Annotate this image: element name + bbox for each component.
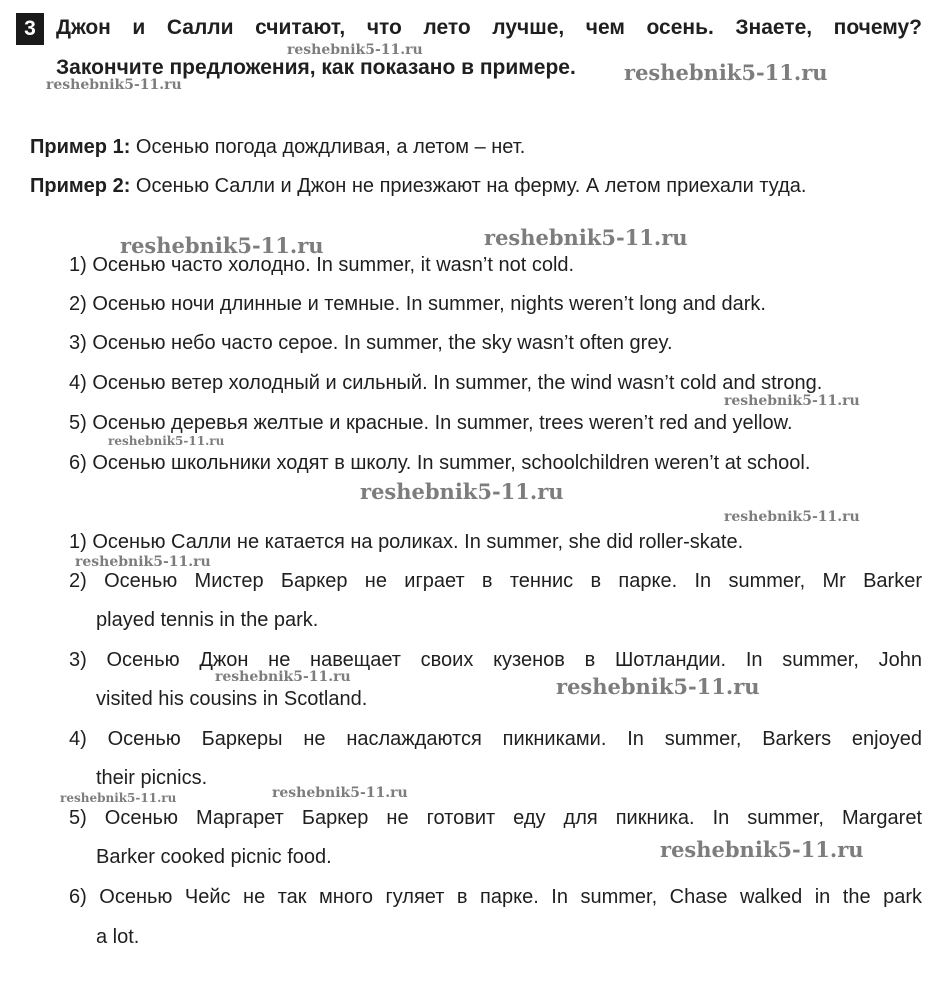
answer-a-6: 6) Осенью школьники ходят в школу. In summer, schoolchildren weren’t at school. <box>69 452 811 474</box>
example-1-text: Осенью погода дождливая, а летом – нет. <box>130 136 526 158</box>
watermark: reshebnik5-11.ru <box>46 77 182 93</box>
watermark: reshebnik5-11.ru <box>287 42 423 58</box>
example-1 <box>30 134 525 160</box>
watermark: reshebnik5-11.ru <box>215 669 351 685</box>
answer-b-4-line-2: their picnics. <box>96 767 208 789</box>
answer-a-4: 4) Осенью ветер холодный и сильный. In summer, the wind wasn’t cold and strong. <box>69 372 823 394</box>
example-2-text: Осенью Салли и Джон не приезжают на ферму. А летом приехали туда. <box>130 175 807 197</box>
watermark: reshebnik5-11.ru <box>108 434 225 448</box>
watermark: reshebnik5-11.ru <box>660 837 864 862</box>
answer-a-1: 1) Осенью часто холодно. In summer, it wasn’t not cold. <box>69 254 575 276</box>
example-2-label: Пример 2: <box>30 175 131 197</box>
answer-b-3-line-1: 3) Осенью Джон не навещает своих кузенов в Шотландии. In summer, John <box>69 649 922 671</box>
answer-a-2: 2) Осенью ночи длинные и темные. In summer, nights weren’t long and dark. <box>69 293 766 315</box>
answer-b-1: 1) Осенью Салли не катается на роликах. In summer, she did roller-skate. <box>69 531 744 553</box>
watermark: reshebnik5-11.ru <box>624 60 828 85</box>
answer-b-4-line-1: 4) Осенью Баркеры не наслаждаются пикниками. In summer, Barkers enjoyed <box>69 728 922 750</box>
answer-b-5-line-1: 5) Осенью Маргарет Баркер не готовит еду для пикника. In summer, Margaret <box>69 807 922 829</box>
answer-b-2-line-2: played tennis in the park. <box>96 609 319 631</box>
answer-b-3-line-2: visited his cousins in Scotland. <box>96 688 368 710</box>
answer-b-6-line-1: 6) Осенью Чейс не так много гуляет в парке. In summer, Chase walked in the park <box>69 886 922 908</box>
watermark: reshebnik5-11.ru <box>484 225 688 250</box>
example-2 <box>30 173 806 199</box>
example-1-label: Пример 1: <box>30 136 131 158</box>
task-instruction-line-1: Джон и Салли считают, что лето лучше, чем осень. Знаете, почему? <box>56 16 922 39</box>
watermark: reshebnik5-11.ru <box>360 479 564 504</box>
watermark: reshebnik5-11.ru <box>556 674 760 699</box>
task-number-badge: 3 <box>16 13 44 45</box>
task-instruction-line-2: Закончите предложения, как показано в примере. <box>56 56 576 79</box>
watermark: reshebnik5-11.ru <box>724 509 860 525</box>
answer-a-5: 5) Осенью деревья желтые и красные. In summer, trees weren’t red and yellow. <box>69 412 793 434</box>
answer-b-2-line-1: 2) Осенью Мистер Баркер не играет в теннис в парке. In summer, Mr Barker <box>69 570 922 592</box>
watermark: reshebnik5-11.ru <box>724 393 860 409</box>
answer-a-3: 3) Осенью небо часто серое. In summer, the sky wasn’t often grey. <box>69 332 673 354</box>
watermark: reshebnik5-11.ru <box>60 791 177 805</box>
answer-b-5-line-2: Barker cooked picnic food. <box>96 846 332 868</box>
watermark: reshebnik5-11.ru <box>272 785 408 801</box>
watermark: reshebnik5-11.ru <box>120 233 324 258</box>
watermark: reshebnik5-11.ru <box>75 554 211 570</box>
answer-b-6-line-2: a lot. <box>96 926 140 948</box>
